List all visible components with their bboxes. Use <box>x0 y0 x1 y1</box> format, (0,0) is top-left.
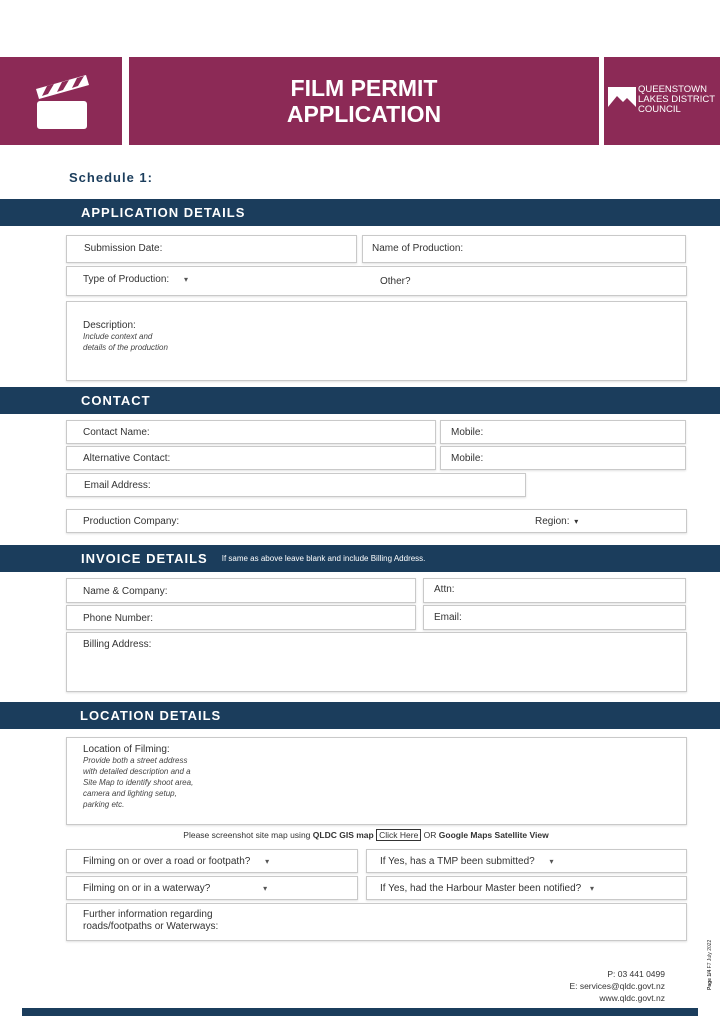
description-label: Description: <box>83 320 136 331</box>
email-address-field[interactable] <box>66 473 526 497</box>
invoice-email-label: Email: <box>434 612 462 623</box>
region-label <box>535 516 578 527</box>
footer-email[interactable]: E: services@qldc.govt.nz <box>569 981 665 991</box>
invoice-heading: INVOICE DETAILS <box>81 551 208 566</box>
page-number <box>707 940 713 990</box>
description-hint-1: Include context and <box>83 332 153 341</box>
region-dropdown[interactable]: ▾ <box>574 517 579 526</box>
name-of-production-label: Name of Production: <box>372 243 464 254</box>
header-title-panel <box>129 57 599 145</box>
waterway-field <box>66 876 358 900</box>
site-map-instruction <box>0 830 720 840</box>
production-company-row <box>66 509 687 533</box>
alternative-contact-label: Alternative Contact: <box>83 453 171 464</box>
form-title-line2: APPLICATION <box>286 101 442 127</box>
header-icon-panel <box>0 57 122 145</box>
mobile-field[interactable] <box>440 420 686 444</box>
phone-number-field[interactable] <box>66 605 416 630</box>
tmp-submitted-dropdown[interactable]: ▾ <box>549 857 554 866</box>
schedule-label: Schedule 1: <box>69 170 153 185</box>
road-footpath-dropdown[interactable]: ▾ <box>265 857 270 866</box>
billing-address-field[interactable] <box>66 632 687 692</box>
name-of-production-field[interactable] <box>362 235 686 263</box>
type-of-production-dropdown[interactable]: ▾ <box>183 275 188 284</box>
clapperboard-icon <box>34 71 90 129</box>
location-of-filming-label: Location of Filming: <box>83 744 170 755</box>
invoice-note: If same as above leave blank and include Billing Address. <box>221 554 426 563</box>
tmp-submitted-label: If Yes, has a TMP been submitted? <box>380 856 535 867</box>
form-title-line1: FILM PERMIT <box>290 75 438 101</box>
mountain-logo-icon <box>608 87 636 113</box>
alternative-contact-field[interactable] <box>66 446 436 470</box>
further-info-line2: roads/footpaths or Waterways: <box>83 921 219 932</box>
region-text: Region: <box>535 516 570 527</box>
footer-website[interactable]: www.qldc.govt.nz <box>599 993 665 1003</box>
location-hint-3: Site Map to identify shoot area, <box>83 778 194 787</box>
council-logo-panel <box>604 57 720 145</box>
contact-footer <box>569 968 665 1004</box>
name-company-label: Name & Company: <box>83 586 168 597</box>
attn-label: Attn: <box>434 584 455 595</box>
type-of-production-row <box>66 266 687 296</box>
email-address-label: Email Address: <box>84 480 151 491</box>
road-footpath-field <box>66 849 358 873</box>
type-of-production-label: Type of Production: <box>83 274 170 285</box>
invoice-email-field[interactable] <box>423 605 686 630</box>
map-text-pre: Please screenshot site map using <box>183 830 311 840</box>
mobile-label: Mobile: <box>451 427 484 438</box>
map-or-text: OR <box>423 830 437 840</box>
footer-phone: P: 03 441 0499 <box>607 969 665 979</box>
billing-address-label: Billing Address: <box>83 639 152 650</box>
council-name <box>638 85 720 115</box>
attn-field[interactable] <box>423 578 686 603</box>
waterway-label: Filming on or in a waterway? <box>83 883 211 894</box>
further-info-line1: Further information regarding <box>83 909 213 920</box>
name-company-field[interactable] <box>66 578 416 603</box>
section-application-details: APPLICATION DETAILS <box>0 199 720 226</box>
council-line3: COUNCIL <box>638 104 681 115</box>
qldc-gis-map-text: QLDC GIS map <box>312 830 374 840</box>
waterway-dropdown[interactable]: ▾ <box>263 884 268 893</box>
location-of-filming-field[interactable] <box>66 737 687 825</box>
alternative-mobile-field[interactable] <box>440 446 686 470</box>
road-footpath-label: Filming on or over a road or footpath? <box>83 856 251 867</box>
production-company-label: Production Company: <box>83 516 180 527</box>
location-hint-5: parking etc. <box>83 800 125 809</box>
contact-name-label: Contact Name: <box>83 427 150 438</box>
google-maps-text: Google Maps Satellite View <box>438 830 549 840</box>
location-hint-2: with detailed description and a <box>83 767 191 776</box>
tmp-submitted-field <box>366 849 687 873</box>
contact-name-field[interactable] <box>66 420 436 444</box>
council-line2: LAKES DISTRICT <box>638 94 716 105</box>
submission-date-field[interactable] <box>66 235 357 263</box>
phone-number-label: Phone Number: <box>83 613 154 624</box>
submission-date-label: Submission Date: <box>84 243 163 254</box>
footer-bar <box>22 1008 698 1016</box>
page-label: Page 1/4 <box>707 969 713 990</box>
location-hint-1: Provide both a street address <box>83 756 188 765</box>
other-label: Other? <box>380 276 411 287</box>
harbour-master-label: If Yes, had the Harbour Master been notified? <box>380 883 582 894</box>
section-contact: CONTACT <box>0 387 720 414</box>
section-invoice-details <box>0 545 720 572</box>
alternative-mobile-label: Mobile: <box>451 453 484 464</box>
description-hint-2: details of the production <box>83 343 168 352</box>
description-field[interactable] <box>66 301 687 381</box>
harbour-master-dropdown[interactable]: ▾ <box>590 884 595 893</box>
location-hint-4: camera and lighting setup, <box>83 789 177 798</box>
harbour-master-field <box>366 876 687 900</box>
further-information-field[interactable] <box>66 903 687 941</box>
council-line1: QUEENSTOWN <box>638 84 707 95</box>
click-here-link[interactable]: Click Here <box>376 829 421 841</box>
section-location-details: LOCATION DETAILS <box>0 702 720 729</box>
form-number: F7 July 2022 <box>707 939 713 969</box>
